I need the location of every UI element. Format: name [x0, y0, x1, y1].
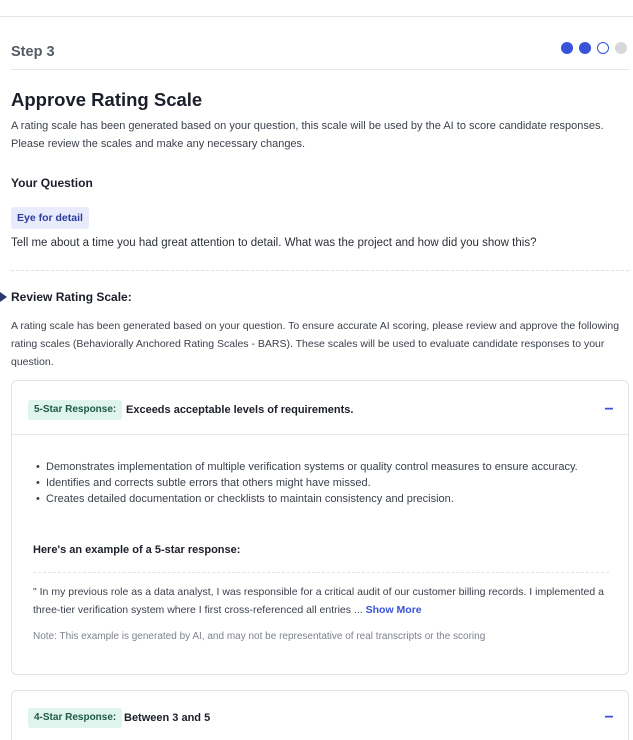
progress-dots — [561, 42, 627, 54]
card-divider — [12, 434, 628, 435]
rating-badge: 5-Star Response: — [28, 400, 122, 420]
your-question-heading: Your Question — [11, 176, 93, 190]
rating-criteria-list — [36, 459, 606, 507]
step-header — [11, 44, 629, 70]
competency-tag: Eye for detail — [11, 207, 89, 229]
rating-title: Exceeds acceptable levels of requirements. — [126, 404, 354, 416]
triangle-right-icon — [0, 292, 7, 302]
rating-card-header[interactable] — [12, 691, 628, 740]
top-divider — [0, 16, 633, 17]
review-rating-scale-heading: Review Rating Scale: — [11, 290, 132, 304]
collapse-minus-icon[interactable]: − — [604, 401, 614, 418]
criteria-item: • Demonstrates implementation of multiple verification systems or quality control measures to ensure accuracy. — [36, 459, 606, 475]
progress-dot-step-2-icon — [579, 42, 591, 54]
collapse-minus-icon[interactable]: − — [604, 709, 614, 726]
rating-badge: 4-Star Response: — [28, 708, 122, 728]
progress-dot-step-3-icon — [597, 42, 609, 54]
step-label: Step 3 — [11, 44, 55, 60]
example-divider — [33, 572, 609, 573]
ai-example-note: Note: This example is generated by AI, and may not be representative of real transcripts or the scoring — [33, 631, 486, 642]
example-response-text: " In my previous role as a data analyst, I was responsible for a critical audit of our customer billing records. I implemented a three-tier verification system where I first cross-referenced all entries ... — [33, 586, 604, 616]
question-text: Tell me about a time you had great attention to detail. What was the project and how did you show this? — [11, 237, 537, 249]
example-heading: Here's an example of a 5-star response: — [33, 544, 241, 556]
show-more-link[interactable]: Show More — [365, 604, 422, 616]
review-description: A rating scale has been generated based on your question. To ensure accurate AI scoring, please review and approve the following rating scales (Behaviorally Anchored Rating Scales - BARS). These scales will be used to evaluate candidate responses to your question. — [11, 320, 620, 368]
progress-dot-step-1-icon — [561, 42, 573, 54]
criteria-item: • Creates detailed documentation or checklists to maintain consistency and precision. — [36, 491, 606, 507]
example-response — [33, 583, 609, 619]
rating-title: Between 3 and 5 — [124, 712, 211, 724]
page-description: A rating scale has been generated based on your question, this scale will be used by the AI to score candidate responses. Please review the scales and make any necessary changes. — [11, 120, 604, 150]
criteria-item: • Identifies and corrects subtle errors that others might have missed. — [36, 475, 606, 491]
rating-card-5-star — [11, 380, 629, 675]
header-divider — [11, 69, 629, 70]
question-divider — [11, 270, 629, 271]
page-title: Approve Rating Scale — [11, 89, 203, 110]
rating-card-4-star — [11, 690, 629, 740]
progress-dot-step-4-icon — [615, 42, 627, 54]
rating-card-header[interactable] — [12, 381, 628, 434]
